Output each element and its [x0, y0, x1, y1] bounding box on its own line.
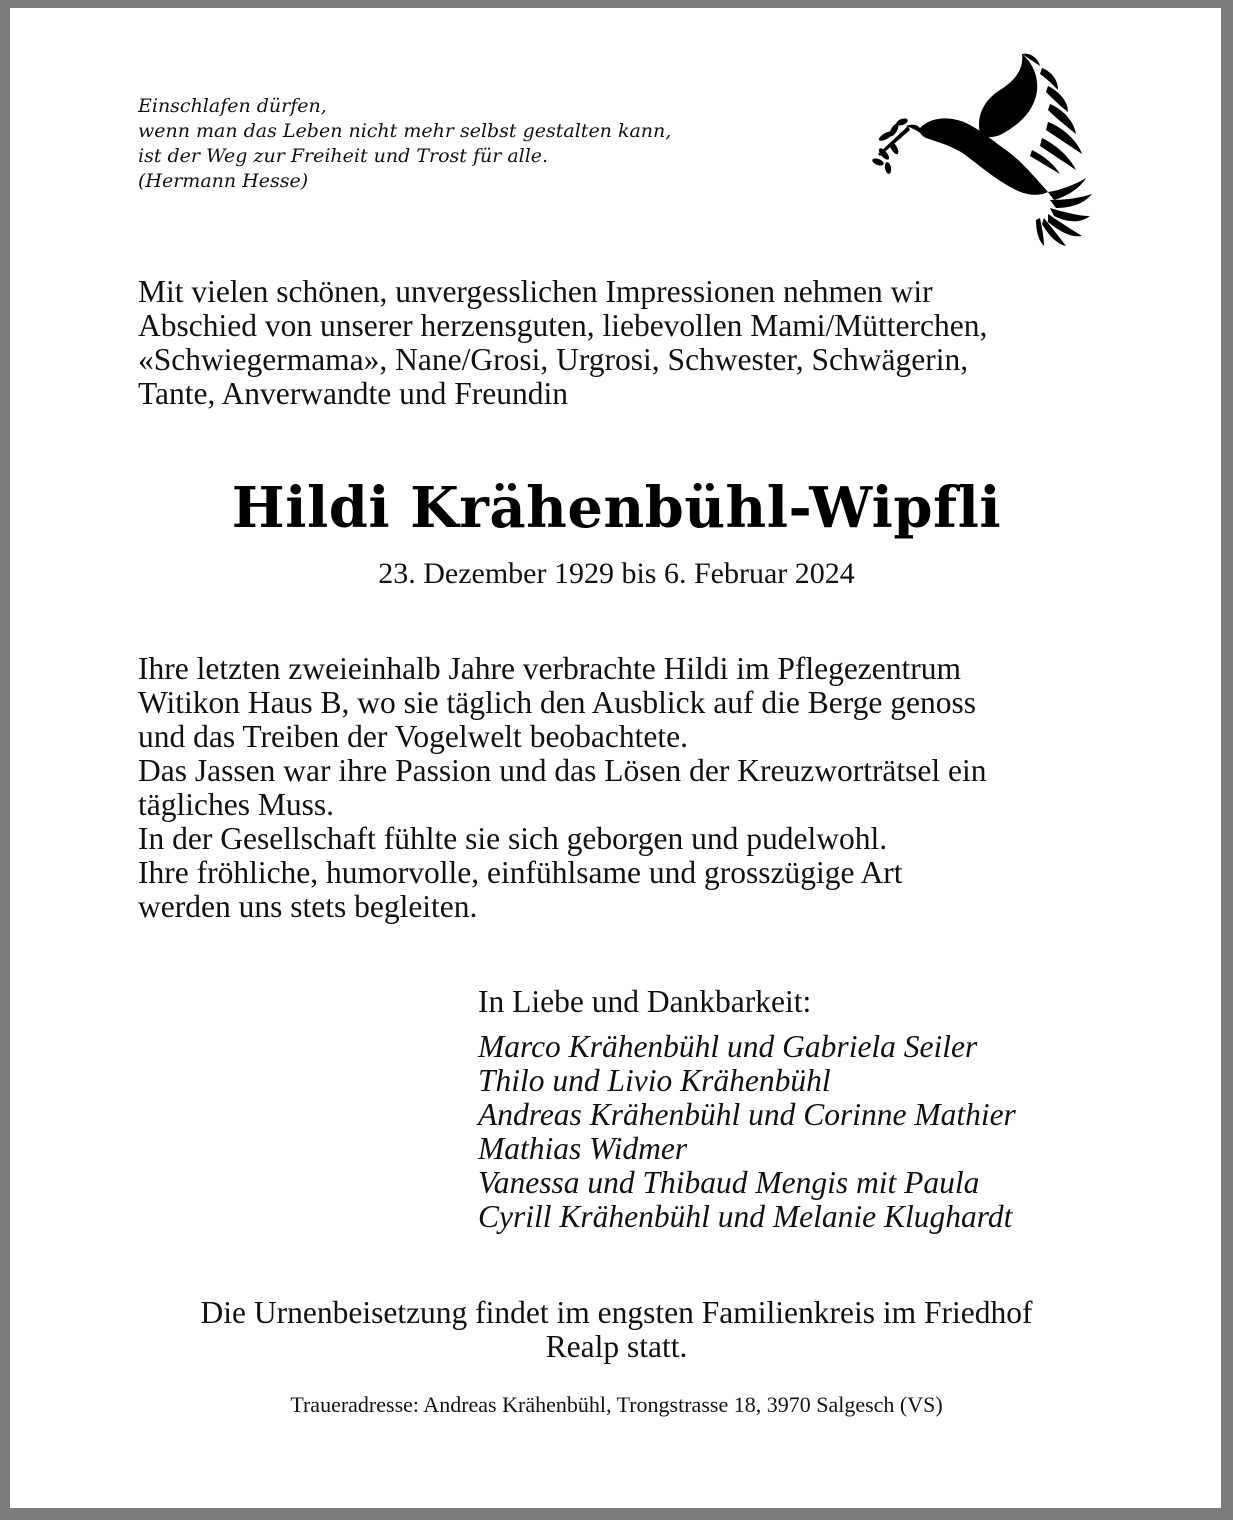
mourning-address: Traueradresse: Andreas Krähenbühl, Trongstrasse 18, 3970 Salgesch (VS) [290, 1392, 943, 1417]
intro-line: Abschied von unserer herzensguten, liebevollen Mami/Mütterchen, [138, 308, 988, 343]
story-line: Ihre letzten zweieinhalb Jahre verbrachte Hildi im Pflegezentrum [138, 651, 962, 686]
intro-line: Mit vielen schönen, unvergesslichen Impressionen nehmen wir [138, 274, 933, 309]
life-dates: 23. Dezember 1929 bis 6. Februar 2024 [378, 557, 855, 590]
quote-line: Einschlafen dürfen, [138, 95, 327, 117]
story-line: Das Jassen war ihre Passion und das Lösen der Kreuzworträtsel ein [138, 753, 987, 788]
mourner-entry: Thilo und Livio Krähenbühl [478, 1063, 831, 1098]
mourner-entry: Cyrill Krähenbühl und Melanie Klughardt [478, 1199, 1013, 1234]
life-story [138, 652, 1138, 924]
dove-with-olive-branch-icon [872, 50, 1104, 248]
hesse-quote [138, 94, 778, 194]
story-line: werden uns stets begleiten. [138, 889, 478, 924]
quote-author: (Hermann Hesse) [138, 170, 309, 192]
story-line: In der Gesellschaft fühlte sie sich geborgen und pudelwohl. [138, 821, 888, 856]
story-line: Witikon Haus B, wo sie täglich den Ausblick auf die Berge genoss [138, 685, 977, 720]
quote-line: ist der Weg zur Freiheit und Trost für alle. [138, 145, 549, 167]
closing-label: In Liebe und Dankbarkeit: [478, 984, 812, 1019]
story-line: Ihre fröhliche, humorvolle, einfühlsame und grosszügige Art [138, 855, 903, 890]
quote-line: wenn man das Leben nicht mehr selbst gestalten kann, [138, 120, 672, 142]
story-line: und das Treiben der Vogelwelt beobachtete. [138, 719, 688, 754]
intro-line: «Schwiegermama», Nane/Grosi, Urgrosi, Schwester, Schwägerin, [138, 342, 969, 377]
burial-line: Die Urnenbeisetzung findet im engsten Familienkreis im Friedhof [200, 1295, 1033, 1330]
mourner-entry: Vanessa und Thibaud Mengis mit Paula [478, 1165, 980, 1200]
mourners-list [478, 1030, 1158, 1234]
story-line: tägliches Muss. [138, 787, 334, 822]
deceased-name: Hildi Krähenbühl-Wipfli [231, 475, 1002, 541]
burial-line: Realp statt. [545, 1329, 688, 1364]
burial-notice [100, 1296, 1133, 1364]
mourner-entry: Mathias Widmer [478, 1131, 688, 1166]
mourner-entry: Andreas Krähenbühl und Corinne Mathier [478, 1097, 1016, 1132]
intro-text [138, 275, 1138, 411]
mourner-entry: Marco Krähenbühl und Gabriela Seiler [478, 1029, 978, 1064]
intro-line: Tante, Anverwandte und Freundin [138, 376, 568, 411]
